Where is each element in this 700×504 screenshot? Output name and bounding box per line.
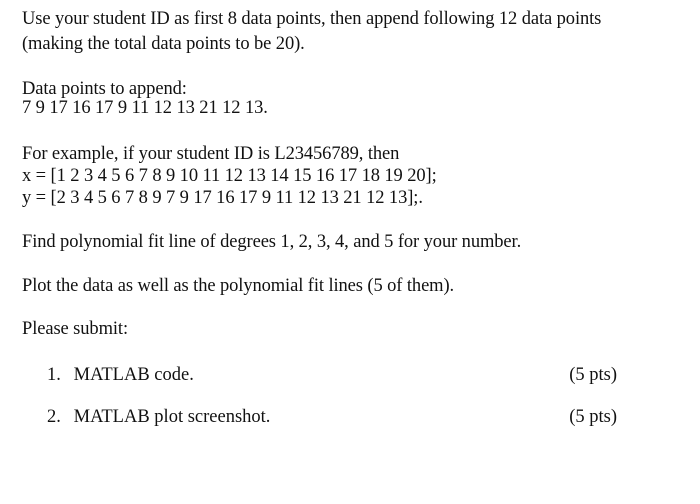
intro-line-1: Use your student ID as first 8 data points, then append following 12 data points [22, 9, 602, 29]
example-x-line: x = [1 2 3 4 5 6 7 8 9 10 11 12 13 14 15 16 17 18 19 20]; [22, 166, 437, 186]
submit-heading: Please submit: [22, 319, 128, 339]
submit-item-number: 2. [47, 407, 61, 427]
example-heading: For example, if your student ID is L23456789, then [22, 144, 400, 164]
task-fit: Find polynomial fit line of degrees 1, 2, 3, 4, and 5 for your number. [22, 232, 522, 252]
example-y-line: y = [2 3 4 5 6 7 8 9 7 9 17 16 17 9 11 12 13 21 12 13];. [22, 188, 423, 208]
submit-item-matlab-code [47, 364, 617, 386]
task-plot: Plot the data as well as the polynomial fit lines (5 of them). [22, 276, 455, 296]
submit-item-text: MATLAB code. [73, 365, 194, 385]
submit-item-plot-screenshot [47, 406, 617, 428]
append-values: 7 9 17 16 17 9 11 12 13 21 12 13. [22, 98, 268, 118]
submit-item-points: (5 pts) [569, 407, 617, 427]
intro-line-2: (making the total data points to be 20). [22, 34, 305, 54]
submit-item-points: (5 pts) [569, 365, 617, 385]
append-heading: Data points to append: [22, 79, 187, 99]
submit-item-text: MATLAB plot screenshot. [73, 407, 271, 427]
submit-item-number: 1. [47, 365, 61, 385]
